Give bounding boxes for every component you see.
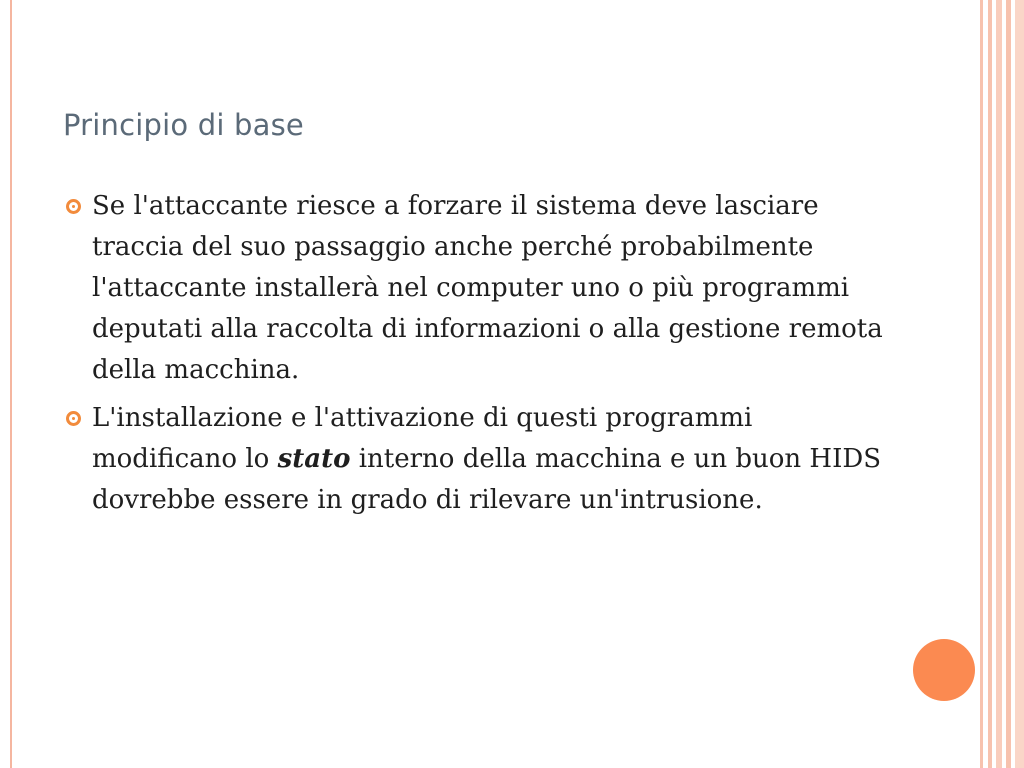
- right-decorative-stripes: [980, 0, 1024, 768]
- stripe: [988, 0, 992, 768]
- bullet-list: [63, 186, 903, 528]
- bullet-ring-icon: [66, 199, 81, 214]
- stripe: [996, 0, 1002, 768]
- bullet-text: Se l'attaccante riesce a forzare il sistema deve lasciare traccia del suo passaggio anche perché probabilmente l'attaccante installerà nel computer uno o più programmi deputati alla raccolta di informazioni o alla gestione remota della macchina.: [92, 191, 883, 385]
- stripe: [1015, 0, 1024, 768]
- bullet-text-after: interno della macchina e un buon HIDS dovrebbe essere in grado di rilevare un'intrusione.: [92, 444, 882, 515]
- bullet-text-before: L'installazione e l'attivazione di questi programmi modificano lo: [92, 403, 753, 474]
- bullet-item: [63, 186, 903, 391]
- bullet-emphasis: stato: [277, 444, 351, 474]
- stripe: [1006, 0, 1011, 768]
- left-border-rule: [10, 0, 12, 768]
- slide-title: Principio di base: [63, 108, 304, 142]
- bullet-ring-icon: [66, 411, 81, 426]
- stripe: [980, 0, 983, 768]
- bullet-item: [63, 398, 903, 521]
- orange-circle-decoration: [913, 639, 975, 701]
